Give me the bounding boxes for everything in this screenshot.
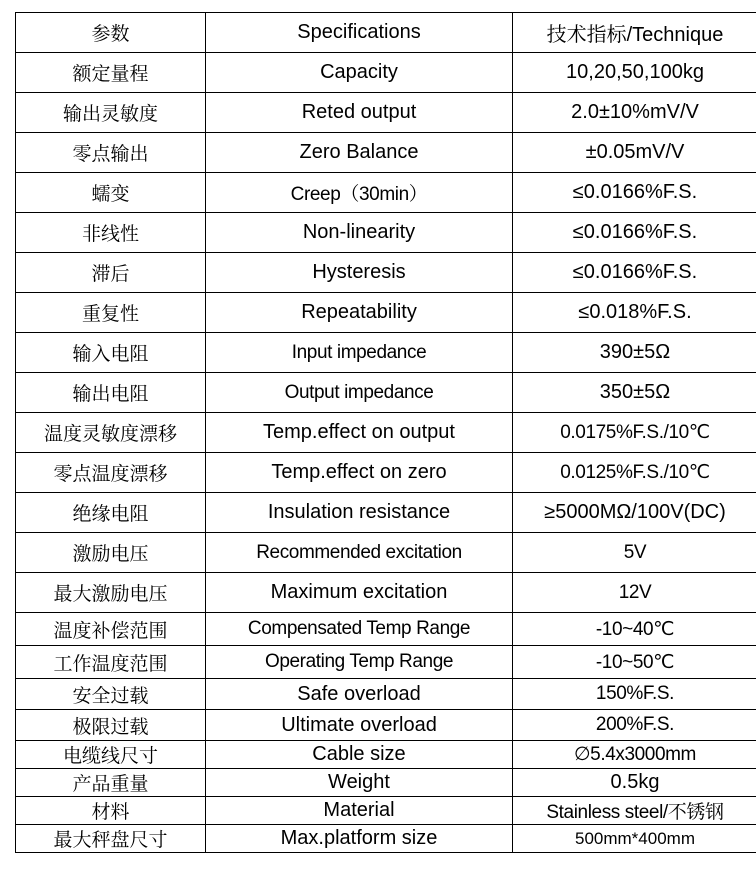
table-row — [16, 13, 756, 53]
param-value: 150%F.S. — [513, 679, 756, 710]
table-row — [16, 533, 756, 573]
param-en: Max.platform size — [206, 825, 513, 853]
param-value: -10~40℃ — [513, 613, 756, 646]
param-value: ≤0.018%F.S. — [513, 293, 756, 333]
table-row — [16, 253, 756, 293]
table-row — [16, 769, 756, 797]
table-row — [16, 53, 756, 93]
param-value: 12V — [513, 573, 756, 613]
table-row — [16, 679, 756, 710]
param-cn: 最大秤盘尺寸 — [16, 825, 206, 853]
table-row — [16, 573, 756, 613]
param-en: Material — [206, 797, 513, 825]
param-en: Reted output — [206, 93, 513, 133]
specifications-table — [15, 12, 756, 853]
table-row — [16, 646, 756, 679]
param-cn: 滞后 — [16, 253, 206, 293]
param-en: Temp.effect on zero — [206, 453, 513, 493]
param-en: Insulation resistance — [206, 493, 513, 533]
param-en: Cable size — [206, 741, 513, 769]
table-row — [16, 293, 756, 333]
param-value: ≤0.0166%F.S. — [513, 213, 756, 253]
param-cn: 蠕变 — [16, 173, 206, 213]
table-row — [16, 173, 756, 213]
table-row — [16, 413, 756, 453]
param-value: -10~50℃ — [513, 646, 756, 679]
param-cn: 绝缘电阻 — [16, 493, 206, 533]
param-en: Creep（30min） — [206, 173, 513, 213]
param-cn: 电缆线尺寸 — [16, 741, 206, 769]
param-cn: 零点输出 — [16, 133, 206, 173]
param-value: 5V — [513, 533, 756, 573]
table-row — [16, 333, 756, 373]
param-en: Hysteresis — [206, 253, 513, 293]
param-en: Capacity — [206, 53, 513, 93]
table-row — [16, 93, 756, 133]
param-cn: 输出电阻 — [16, 373, 206, 413]
param-value: 350±5Ω — [513, 373, 756, 413]
param-value: 0.0125%F.S./10℃ — [513, 453, 756, 493]
param-cn: 额定量程 — [16, 53, 206, 93]
table-row — [16, 373, 756, 413]
param-value: ≤0.0166%F.S. — [513, 173, 756, 213]
param-value: ±0.05mV/V — [513, 133, 756, 173]
param-cn: 激励电压 — [16, 533, 206, 573]
param-en: Temp.effect on output — [206, 413, 513, 453]
param-en: Repeatability — [206, 293, 513, 333]
param-value: 10,20,50,100kg — [513, 53, 756, 93]
param-en: Output impedance — [206, 373, 513, 413]
param-value: 500mm*400mm — [513, 825, 756, 853]
param-en: Compensated Temp Range — [206, 613, 513, 646]
header-cell-cn: 参数 — [16, 13, 206, 53]
header-cell-value: 技术指标/Technique — [513, 13, 756, 53]
table-row — [16, 213, 756, 253]
param-cn: 极限过载 — [16, 710, 206, 741]
param-value: 0.5kg — [513, 769, 756, 797]
param-cn: 零点温度漂移 — [16, 453, 206, 493]
param-en: Operating Temp Range — [206, 646, 513, 679]
table-row — [16, 453, 756, 493]
param-cn: 材料 — [16, 797, 206, 825]
param-value: 2.0±10%mV/V — [513, 93, 756, 133]
param-value: 0.0175%F.S./10℃ — [513, 413, 756, 453]
param-cn: 温度补偿范围 — [16, 613, 206, 646]
param-cn: 输入电阻 — [16, 333, 206, 373]
table-row — [16, 710, 756, 741]
param-cn: 最大激励电压 — [16, 573, 206, 613]
param-cn: 工作温度范围 — [16, 646, 206, 679]
table-row — [16, 493, 756, 533]
param-en: Zero Balance — [206, 133, 513, 173]
param-value: ≥5000MΩ/100V(DC) — [513, 493, 756, 533]
table-row — [16, 741, 756, 769]
param-en: Input impedance — [206, 333, 513, 373]
param-cn: 产品重量 — [16, 769, 206, 797]
param-cn: 温度灵敏度漂移 — [16, 413, 206, 453]
param-en: Weight — [206, 769, 513, 797]
param-value: 200%F.S. — [513, 710, 756, 741]
header-cell-en: Specifications — [206, 13, 513, 53]
table-row — [16, 133, 756, 173]
table-row — [16, 613, 756, 646]
table-row — [16, 825, 756, 853]
param-cn: 输出灵敏度 — [16, 93, 206, 133]
param-en: Safe overload — [206, 679, 513, 710]
param-value: Stainless steel/不锈钢 — [513, 797, 756, 825]
param-value: ≤0.0166%F.S. — [513, 253, 756, 293]
param-value: 390±5Ω — [513, 333, 756, 373]
param-cn: 安全过载 — [16, 679, 206, 710]
param-en: Recommended excitation — [206, 533, 513, 573]
param-cn: 非线性 — [16, 213, 206, 253]
param-value: ∅5.4x3000mm — [513, 741, 756, 769]
param-en: Non-linearity — [206, 213, 513, 253]
param-en: Ultimate overload — [206, 710, 513, 741]
table-row — [16, 797, 756, 825]
param-en: Maximum excitation — [206, 573, 513, 613]
param-cn: 重复性 — [16, 293, 206, 333]
